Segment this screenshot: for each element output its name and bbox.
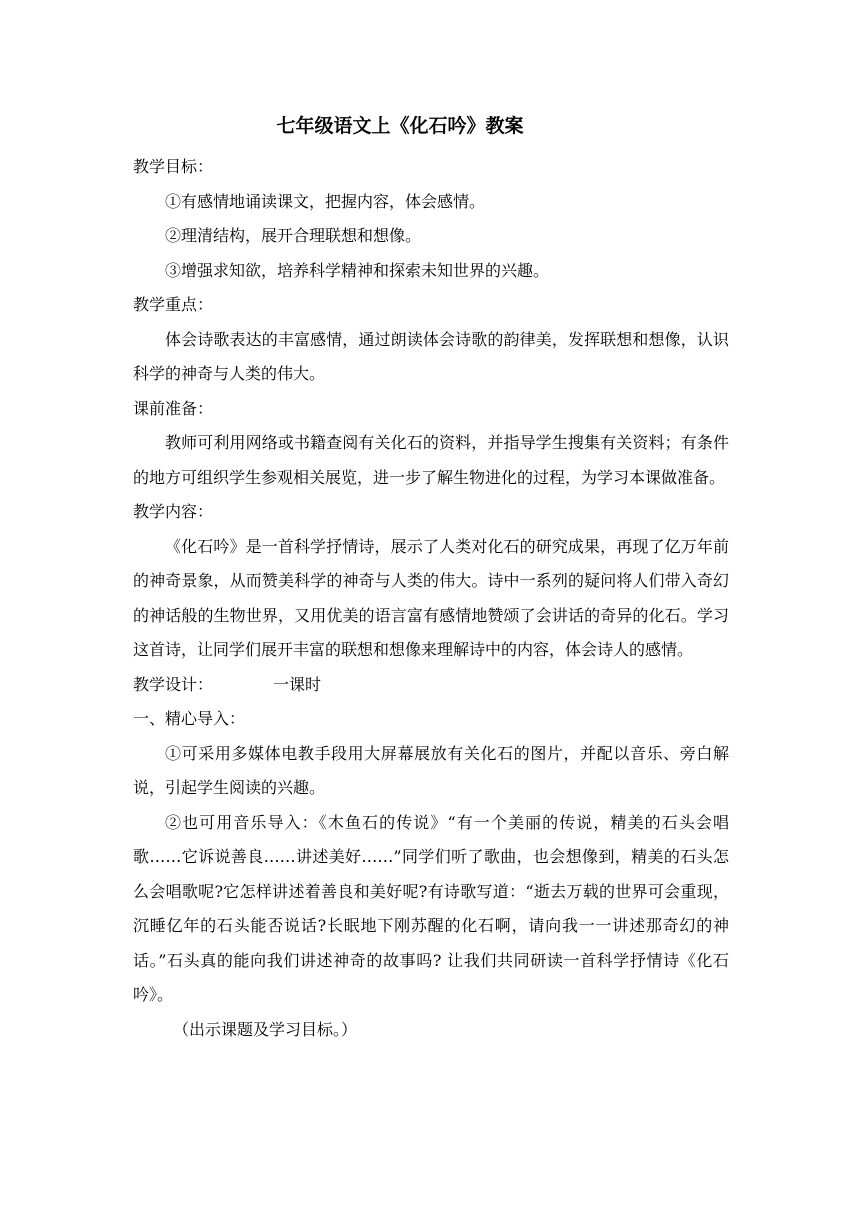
goal-item-3: ③增强求知欲，培养科学精神和探索未知世界的兴趣。 xyxy=(165,260,550,280)
intro-item-1: ①可采用多媒体电教手段用大屏幕展放有关化石的图片，并配以音乐、旁白解说，引起学生阅读的兴趣。 xyxy=(133,743,729,797)
focus-heading: 教学重点： xyxy=(133,295,214,314)
goal-item-2: ②理清结构，展开合理联想和想像。 xyxy=(165,226,422,245)
design-row xyxy=(133,668,729,703)
intro-note: （出示课题及学习目标。） xyxy=(173,1019,358,1039)
intro-heading: 一、精心导入： xyxy=(133,709,246,728)
document-title: 七年级语文上《化石吟》教案 xyxy=(276,115,524,137)
content-paragraph: 《化石吟》是一首科学抒情诗，展示了人类对化石的研究成果，再现了亿万年前的神奇景象，从而赞美科学的神奇与人类的伟大。诗中一系列的疑问将人们带入奇幻的神话般的生物世界，又用优美的语言富有感情地赞颂了会讲话的奇异的化石。学习这首诗，让同学们展开丰富的联想和想像来理解诗中的内容，体会诗人的感情。 xyxy=(133,536,729,659)
prep-paragraph: 教师可利用网络或书籍查阅有关化石的资料，并指导学生搜集有关资料；有条件的地方可组织学生参观相关展览，进一步了解生物进化的过程，为学习本课做准备。 xyxy=(133,433,729,487)
design-period: 一课时 xyxy=(273,674,322,694)
intro-item-2: ②也可用音乐导入：《木鱼石的传说》“有一个美丽的传说，精美的石头会唱歌……它诉说善良……讲述美好……”同学们听了歌曲，也会想像到，精美的石头怎么会唱歌呢?它怎样讲述着善良和美好呢?有诗歌写道：“逝去万载的世界可会重现，沉睡亿年的石头能否说话?长眠地下刚苏醒的化石啊，请向我一一讲述那奇幻的神话。”石头真的能向我们讲述神奇的故事吗? 让我们共同研读一首科学抒情诗《化石吟》。 xyxy=(133,812,729,1004)
document-body xyxy=(133,150,729,1047)
prep-heading: 课前准备： xyxy=(133,398,214,418)
focus-paragraph: 体会诗歌表达的丰富感情，通过朗读体会诗歌的韵律美，发挥联想和想像，认识科学的神奇与人类的伟大。 xyxy=(133,329,729,383)
content-heading: 教学内容： xyxy=(133,502,214,521)
goal-item-1: ①有感情地诵读课文，把握内容，体会感情。 xyxy=(165,191,486,211)
goals-heading: 教学目标： xyxy=(133,157,214,176)
design-heading: 教学设计： xyxy=(133,674,214,694)
